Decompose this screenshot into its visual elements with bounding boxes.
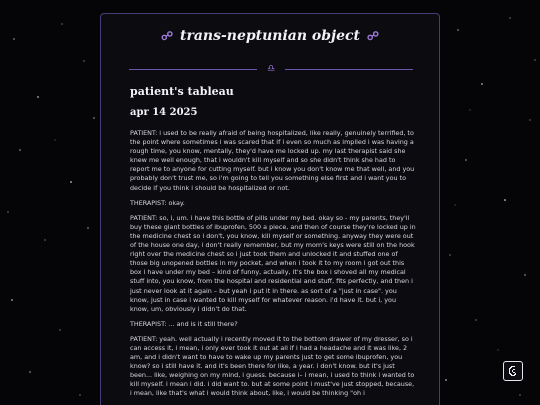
ornament-icon: ♎ — [266, 64, 276, 74]
header-divider — [129, 63, 413, 75]
divider-line-right — [285, 69, 413, 70]
pixel-moon-button[interactable] — [503, 361, 523, 381]
site-title-text[interactable]: trans-neptunian object — [179, 28, 361, 44]
pixel-moon-icon — [507, 365, 519, 377]
site-title[interactable] — [101, 28, 439, 44]
post-body — [130, 129, 416, 405]
post-card — [100, 13, 440, 405]
paragraph-patient-1: PATIENT: i used to be really afraid of being hospitalized, like really, genuinely terrified, to the point where sometimes i was scared that if i even so much as implied i was having a rough time, you know, mentally, they'd have me locked up. my last therapist said she knew me well enough, that i wouldn't kill myself and so she didn't think she had to report me to anyone for cutting myself. but i know you don't know me that well, and you probably don't trust me, so i'm going to tell you something else first and i want you to decide if you think i should be hospitalized or not. — [130, 129, 415, 192]
divider-line-left — [129, 69, 257, 70]
post-title: patient's tableau — [130, 85, 234, 98]
paragraph-patient-2: PATIENT: so, i, um. i have this bottle of pills under my bed. okay so - my parents, they'll buy these giant bottles of ibuprofen, 500 a piece, and then of course they're locked up in the medicine chest so i don't, you know, kill myself or something. anyway they were out of the house one day, i don't really remember, but my mom's keys were still on the hook right over the medicine chest so i just took them and unlocked it and stuffed one of those big unopened bottles in my pocket, and when i took it to my room i got out this box i have under my bed – kind of funny, actually, it's the box i shoved all my medical stuff into, you know, from the hospital and residential and stuff, fits perfectly, and then i just never look at it again – but yeah i put it in there. as sort of a "just in case". you know, just in case i wanted to kill myself for whatever reason. i'd have it. but i, you know, um, obviously i didn't do that. — [130, 213, 416, 313]
paragraph-therapist-2: THERAPIST: ... and is it still there? — [130, 319, 238, 328]
orbit-icon-right: ☍ — [366, 29, 380, 43]
post-date: apr 14 2025 — [130, 107, 198, 118]
paragraph-therapist-1: THERAPIST: okay. — [130, 198, 185, 207]
paragraph-patient-3: PATIENT: yeah. well actually i recently moved it to the bottom drawer of my dresser, so i can access it, i mean, i only ever took it out at all if i had a headache and it was like, 2 am, and i didn't want to have to wake up my parents just to get some ibuprofen, you know? so i still have it. and it's been there for like, a year. i don't know. but it's just been... like, weighing on my mind, i guess. because i– i mean, i used to think i wanted to kill myself. i mean i did. i did want to. but at some point i must've just stopped, because, i mean, like that's what i would think about, like, i would be thinking "oh i — [130, 334, 415, 398]
orbit-icon-left: ☍ — [160, 29, 174, 43]
